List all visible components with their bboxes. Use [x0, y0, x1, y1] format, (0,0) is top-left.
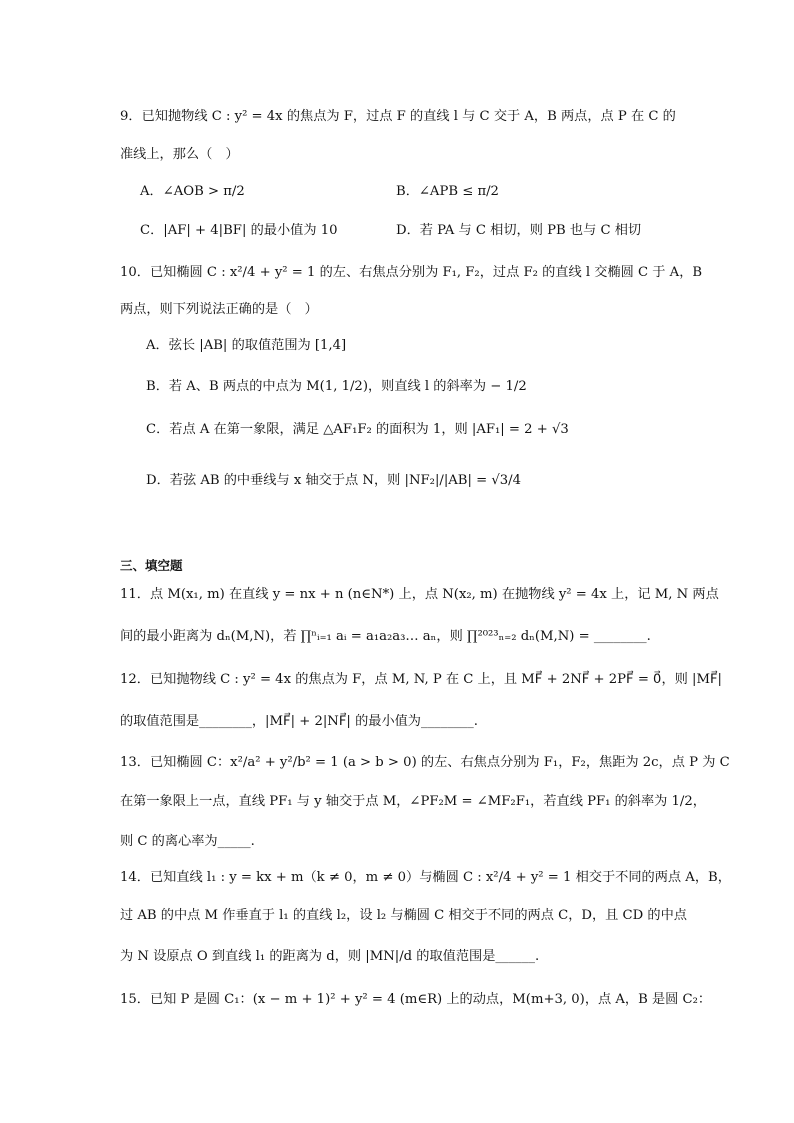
q9-option-a: A．∠AOB > π/2: [140, 184, 245, 199]
q12-line-1: 12．已知抛物线 C : y² = 4x 的焦点为 F，点 M, N, P 在 C 上，且 MF⃗ + 2NF⃗ + 2PF⃗ = 0⃗，则 |MF⃗|: [120, 672, 722, 687]
q14-line-3: 为 N 设原点 O 到直线 l₁ 的距离为 d，则 |MN|/d 的取值范围是______.: [120, 949, 540, 964]
section-heading-fill-in: 三、填空题: [120, 558, 183, 573]
q13-line-2: 在第一象限上一点，直线 PF₁ 与 y 轴交于点 M，∠PF₂M = ∠MF₂F₁，若直线 PF₁ 的斜率为 1/2，: [120, 794, 706, 809]
q10-stem-line-1: 10．已知椭圆 C : x²/4 + y² = 1 的左、右焦点分别为 F₁, F₂，过点 F₂ 的直线 l 交椭圆 C 于 A，B: [120, 265, 703, 280]
q13-line-1: 13．已知椭圆 C：x²/a² + y²/b² = 1 (a > b > 0) 的左、右焦点分别为 F₁，F₂，焦距为 2c，点 P 为 C: [120, 755, 730, 770]
q9-option-b: B．∠APB ≤ π/2: [396, 184, 499, 199]
q9-option-d: D．若 PA 与 C 相切，则 PB 也与 C 相切: [396, 223, 642, 238]
q15-line-1: 15．已知 P 是圆 C₁：(x − m + 1)² + y² = 4 (m∈R) 上的动点，M(m+3, 0)，点 A，B 是圆 C₂：: [120, 992, 712, 1007]
q10-option-a: A．弦长 |AB| 的取值范围为 [1,4]: [146, 338, 347, 353]
q10-option-d: D．若弦 AB 的中垂线与 x 轴交于点 N，则 |NF₂|/|AB| = √3/4: [146, 473, 522, 488]
q11-line-2: 间的最小距离为 dₙ(M,N)，若 ∏ⁿᵢ₌₁ aᵢ = a₁a₂a₃… aₙ，则 ∏²⁰²³ₙ₌₂ dₙ(M,N) = ________.: [120, 629, 651, 644]
q9-stem-line-1: 9．已知抛物线 C : y² = 4x 的焦点为 F，过点 F 的直线 l 与 C 交于 A，B 两点，点 P 在 C 的: [120, 109, 676, 124]
q10-option-c: C．若点 A 在第一象限，满足 △AF₁F₂ 的面积为 1，则 |AF₁| = 2 + √3: [146, 422, 569, 437]
q9-stem-line-2: 准线上，那么（ ）: [120, 147, 239, 162]
q12-line-2: 的取值范围是________，|MF⃗| + 2|NF⃗| 的最小值为________.: [120, 714, 478, 729]
q13-line-3: 则 C 的离心率为_____.: [120, 834, 255, 849]
q14-line-1: 14．已知直线 l₁ : y = kx + m（k ≠ 0，m ≠ 0）与椭圆 C : x²/4 + y² = 1 相交于不同的两点 A，B，: [120, 870, 731, 885]
q10-stem-line-2: 两点，则下列说法正确的是（ ）: [120, 302, 318, 317]
q10-option-b: B．若 A、B 两点的中点为 M(1, 1/2)，则直线 l 的斜率为 − 1/2: [146, 379, 527, 394]
q11-line-1: 11．点 M(x₁, m) 在直线 y = nx + n (n∈N*) 上，点 N(x₂, m) 在抛物线 y² = 4x 上，记 M, N 两点: [120, 587, 719, 602]
q14-line-2: 过 AB 的中点 M 作垂直于 l₁ 的直线 l₂，设 l₂ 与椭圆 C 相交于不同的两点 C，D，且 CD 的中点: [120, 908, 687, 923]
q9-option-c: C．|AF| + 4|BF| 的最小值为 10: [140, 223, 338, 238]
